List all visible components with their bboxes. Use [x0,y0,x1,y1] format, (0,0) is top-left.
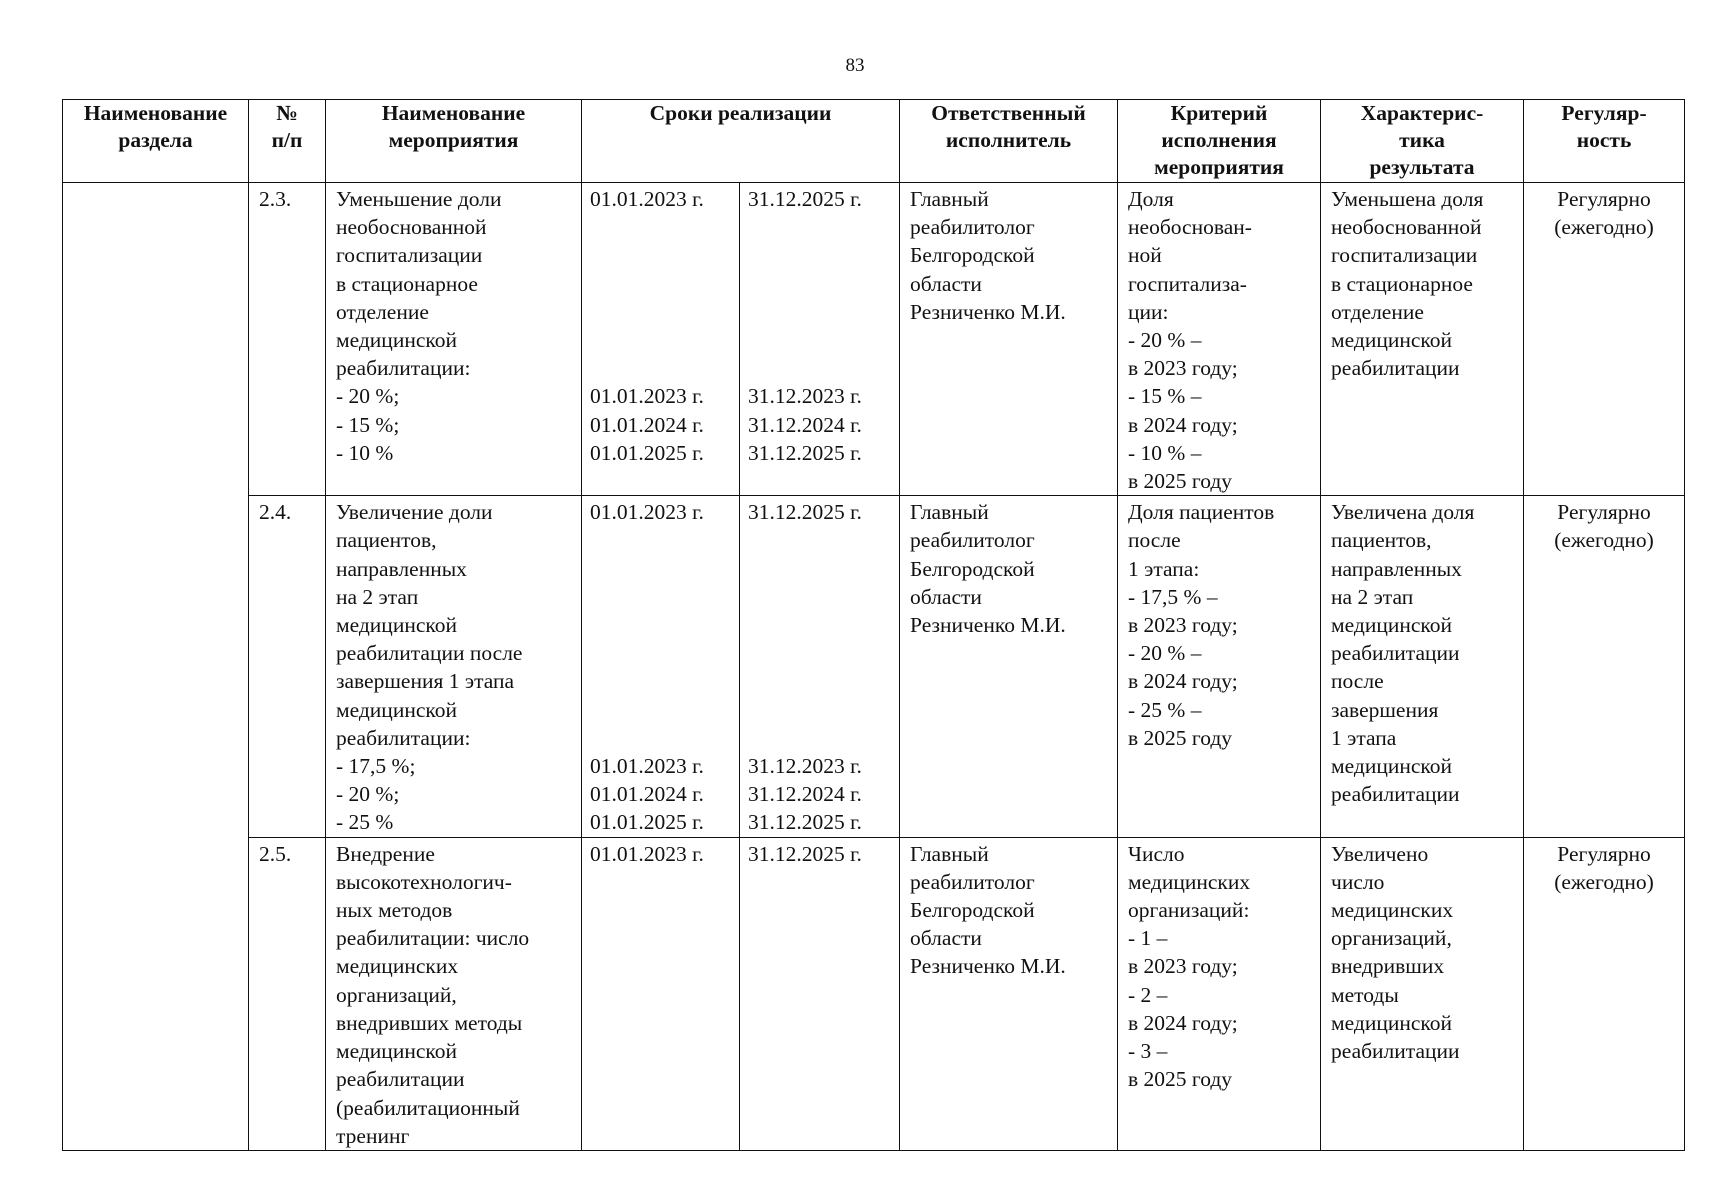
row-start-date: 01.01.2023 г. 01.01.2023 г. 01.01.2024 г. 01.01.2025 г. [582,183,740,496]
row-event: Увеличение доли пациентов, направленных на 2 этап медицинской реабилитации после завершения 1 этапа медицинской реабилитации: - 17,5 %; - 20 %; - 25 % [326,496,582,837]
row-regularity: Регулярно (ежегодно) [1524,837,1685,1150]
row-end-date: 31.12.2025 г. [740,837,900,1150]
row-responsible: Главный реабилитолог Белгородской области Резниченко М.И. [900,496,1118,837]
row-num: 2.5. [249,837,326,1150]
section-name-cell [63,183,249,1151]
row-end-date: 31.12.2025 г. 31.12.2023 г. 31.12.2024 г. 31.12.2025 г. [740,496,900,837]
row-num: 2.3. [249,183,326,496]
header-criterion: Критерий исполнения мероприятия [1118,100,1321,183]
header-event: Наименование мероприятия [326,100,582,183]
header-dates: Сроки реализации [582,100,900,183]
row-event: Уменьшение доли необоснованной госпитализации в стационарное отделение медицинской реабилитации: - 20 %; - 15 %; - 10 % [326,183,582,496]
table-row [63,183,1685,496]
header-result: Характерис- тика результата [1321,100,1524,183]
page-number: 83 [845,55,865,76]
row-start-date: 01.01.2023 г. [582,837,740,1150]
row-criterion: Доля необоснован- ной госпитализа- ции: - 20 % – в 2023 году; - 15 % – в 2024 году; - 10 % – в 2025 году [1118,183,1321,496]
row-regularity: Регулярно (ежегодно) [1524,496,1685,837]
row-responsible: Главный реабилитолог Белгородской области Резниченко М.И. [900,837,1118,1150]
row-regularity: Регулярно (ежегодно) [1524,183,1685,496]
row-criterion: Доля пациентов после 1 этапа: - 17,5 % – в 2023 году; - 20 % – в 2024 году; - 25 % – в 2025 году [1118,496,1321,837]
row-result: Уменьшена доля необоснованной госпитализации в стационарное отделение медицинской реабилитации [1321,183,1524,496]
row-responsible: Главный реабилитолог Белгородской области Резниченко М.И. [900,183,1118,496]
header-regularity: Регуляр- ность [1524,100,1685,183]
row-num: 2.4. [249,496,326,837]
header-responsible: Ответственный исполнитель [900,100,1118,183]
row-result: Увеличено число медицинских организаций, внедривших методы медицинской реабилитации [1321,837,1524,1150]
header-section: Наименование раздела [63,100,249,183]
row-event: Внедрение высокотехнологич- ных методов реабилитации: число медицинских организаций, внедривших методы медицинской реабилитации (реабилитационный тренинг [326,837,582,1150]
row-criterion: Число медицинских организаций: - 1 – в 2023 году; - 2 – в 2024 году; - 3 – в 2025 году [1118,837,1321,1150]
events-table [62,99,1685,1151]
row-end-date: 31.12.2025 г. 31.12.2023 г. 31.12.2024 г. 31.12.2025 г. [740,183,900,496]
row-result: Увеличена доля пациентов, направленных на 2 этап медицинской реабилитации после завершения 1 этапа медицинской реабилитации [1321,496,1524,837]
header-row [63,100,1685,183]
table-row [63,496,1685,837]
row-start-date: 01.01.2023 г. 01.01.2023 г. 01.01.2024 г. 01.01.2025 г. [582,496,740,837]
table-row [63,837,1685,1150]
header-num: № п/п [249,100,326,183]
